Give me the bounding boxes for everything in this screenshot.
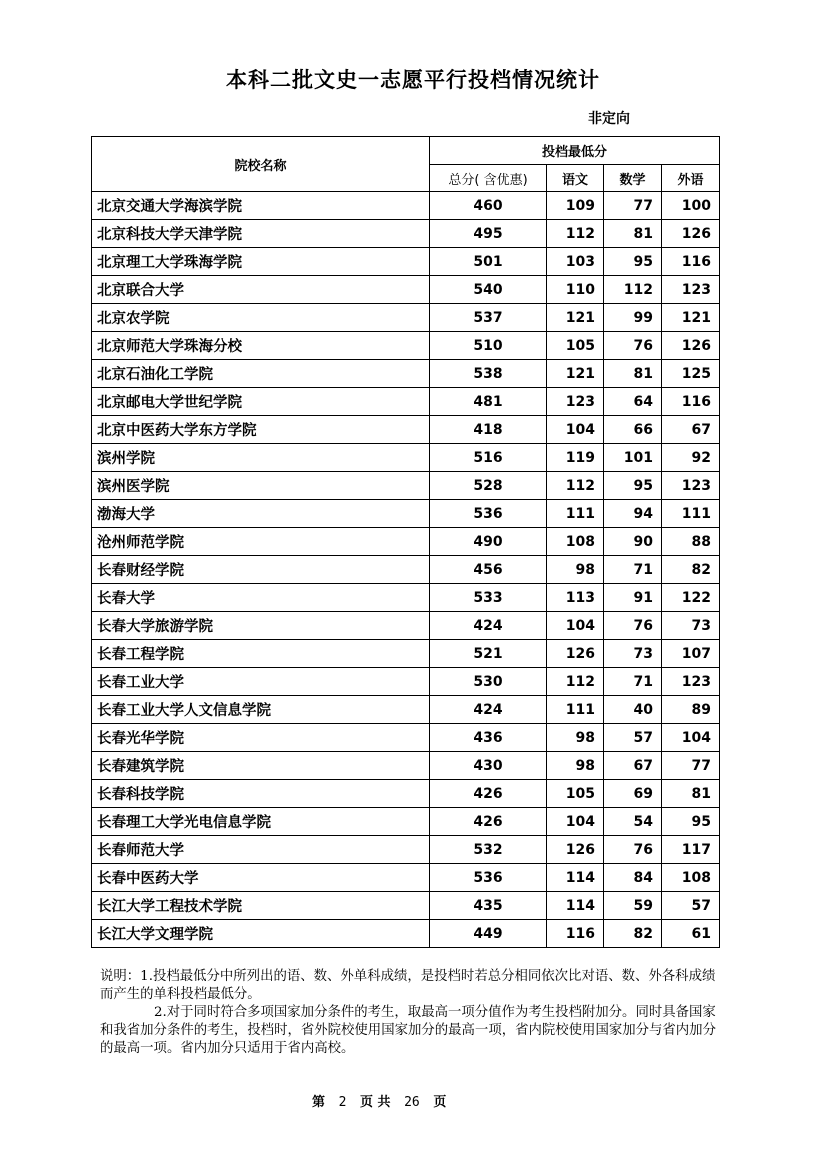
chinese-score-cell: 104 [547,416,604,444]
total-score-cell: 456 [430,556,547,584]
foreign-score-cell: 57 [662,892,720,920]
total-score-cell: 528 [430,472,547,500]
table-row [92,500,720,528]
category-label: 非定向 [588,111,630,127]
chinese-score-cell: 119 [547,444,604,472]
school-name-cell: 长春科技学院 [92,780,430,808]
chinese-score-cell: 104 [547,808,604,836]
table-row [92,752,720,780]
math-score-cell: 57 [604,724,662,752]
school-name-cell: 北京邮电大学世纪学院 [92,388,430,416]
table-row [92,416,720,444]
math-score-cell: 73 [604,640,662,668]
page-title: 本科二批文史一志愿平行投档情况统计 [226,68,600,92]
school-name-cell: 渤海大学 [92,500,430,528]
math-score-cell: 99 [604,304,662,332]
total-score-cell: 449 [430,920,547,948]
table-row [92,444,720,472]
header-foreign-language: 外语 [662,165,720,192]
footer-suffix: 页 [433,1095,447,1110]
school-name-cell: 长春建筑学院 [92,752,430,780]
chinese-score-cell: 110 [547,276,604,304]
chinese-score-cell: 121 [547,360,604,388]
chinese-score-cell: 104 [547,612,604,640]
table-row [92,780,720,808]
total-score-cell: 530 [430,668,547,696]
school-name-cell: 北京师范大学珠海分校 [92,332,430,360]
chinese-score-cell: 109 [547,192,604,220]
chinese-score-cell: 116 [547,920,604,948]
foreign-score-cell: 111 [662,500,720,528]
table-row [92,192,720,220]
math-score-cell: 81 [604,220,662,248]
math-score-cell: 81 [604,360,662,388]
school-name-cell: 北京科技大学天津学院 [92,220,430,248]
foreign-score-cell: 123 [662,668,720,696]
total-score-cell: 435 [430,892,547,920]
table-row [92,472,720,500]
total-score-cell: 481 [430,388,547,416]
table-row [92,220,720,248]
total-score-cell: 424 [430,696,547,724]
chinese-score-cell: 108 [547,528,604,556]
foreign-score-cell: 88 [662,528,720,556]
chinese-score-cell: 123 [547,388,604,416]
math-score-cell: 101 [604,444,662,472]
chinese-score-cell: 114 [547,864,604,892]
footer-page-number: 2 [338,1095,347,1110]
school-name-cell: 北京中医药大学东方学院 [92,416,430,444]
total-score-cell: 521 [430,640,547,668]
math-score-cell: 95 [604,472,662,500]
header-total-score: 总分( 含优惠) [430,165,547,192]
chinese-score-cell: 112 [547,220,604,248]
note-1: 说明：1.投档最低分中所列出的语、数、外单科成绩，是投档时若总分相同依次比对语、数、外各科成绩而产生的单科投档最低分。 [100,969,716,1002]
total-score-cell: 538 [430,360,547,388]
total-score-cell: 536 [430,864,547,892]
school-name-cell: 长江大学工程技术学院 [92,892,430,920]
foreign-score-cell: 126 [662,332,720,360]
school-name-cell: 长春工业大学 [92,668,430,696]
foreign-score-cell: 121 [662,304,720,332]
total-score-cell: 426 [430,780,547,808]
foreign-score-cell: 123 [662,472,720,500]
total-score-cell: 495 [430,220,547,248]
chinese-score-cell: 114 [547,892,604,920]
math-score-cell: 40 [604,696,662,724]
school-name-cell: 沧州师范学院 [92,528,430,556]
total-score-cell: 533 [430,584,547,612]
foreign-score-cell: 95 [662,808,720,836]
foreign-score-cell: 81 [662,780,720,808]
total-score-cell: 536 [430,500,547,528]
foreign-score-cell: 116 [662,388,720,416]
total-score-cell: 426 [430,808,547,836]
school-name-cell: 北京理工大学珠海学院 [92,248,430,276]
math-score-cell: 91 [604,584,662,612]
math-score-cell: 67 [604,752,662,780]
school-name-cell: 长春大学 [92,584,430,612]
table-row [92,360,720,388]
page-footer [312,1091,446,1110]
chinese-score-cell: 98 [547,724,604,752]
foreign-score-cell: 73 [662,612,720,640]
school-name-cell: 长春理工大学光电信息学院 [92,808,430,836]
header-min-score-group: 投档最低分 [430,137,720,165]
math-score-cell: 76 [604,836,662,864]
school-name-cell: 长春中医药大学 [92,864,430,892]
school-name-cell: 北京石油化工学院 [92,360,430,388]
chinese-score-cell: 98 [547,752,604,780]
chinese-score-cell: 111 [547,696,604,724]
foreign-score-cell: 116 [662,248,720,276]
table-body [92,192,720,948]
math-score-cell: 71 [604,668,662,696]
foreign-score-cell: 108 [662,864,720,892]
foreign-score-cell: 77 [662,752,720,780]
table-row [92,556,720,584]
school-name-cell: 长春财经学院 [92,556,430,584]
school-name-cell: 长春工程学院 [92,640,430,668]
math-score-cell: 76 [604,332,662,360]
foreign-score-cell: 67 [662,416,720,444]
total-score-cell: 540 [430,276,547,304]
math-score-cell: 69 [604,780,662,808]
table-row [92,724,720,752]
school-name-cell: 长江大学文理学院 [92,920,430,948]
foreign-score-cell: 104 [662,724,720,752]
table-row [92,808,720,836]
total-score-cell: 501 [430,248,547,276]
foreign-score-cell: 126 [662,220,720,248]
total-score-cell: 510 [430,332,547,360]
footer-total-pages: 26 [404,1095,420,1110]
chinese-score-cell: 103 [547,248,604,276]
school-name-cell: 长春光华学院 [92,724,430,752]
total-score-cell: 436 [430,724,547,752]
header-math: 数学 [604,165,662,192]
table-row [92,248,720,276]
school-name-cell: 长春大学旅游学院 [92,612,430,640]
chinese-score-cell: 126 [547,836,604,864]
school-name-cell: 北京联合大学 [92,276,430,304]
total-score-cell: 532 [430,836,547,864]
math-score-cell: 77 [604,192,662,220]
foreign-score-cell: 61 [662,920,720,948]
table-row [92,528,720,556]
math-score-cell: 82 [604,920,662,948]
math-score-cell: 90 [604,528,662,556]
foreign-score-cell: 82 [662,556,720,584]
math-score-cell: 84 [604,864,662,892]
school-name-cell: 滨州医学院 [92,472,430,500]
chinese-score-cell: 121 [547,304,604,332]
chinese-score-cell: 98 [547,556,604,584]
math-score-cell: 59 [604,892,662,920]
header-school-name: 院校名称 [92,137,430,192]
table-row [92,612,720,640]
total-score-cell: 537 [430,304,547,332]
table-row [92,640,720,668]
chinese-score-cell: 113 [547,584,604,612]
total-score-cell: 490 [430,528,547,556]
total-score-cell: 460 [430,192,547,220]
chinese-score-cell: 112 [547,472,604,500]
table-row [92,304,720,332]
foreign-score-cell: 107 [662,640,720,668]
foreign-score-cell: 92 [662,444,720,472]
table-row [92,864,720,892]
foreign-score-cell: 100 [662,192,720,220]
school-name-cell: 滨州学院 [92,444,430,472]
table-row [92,920,720,948]
total-score-cell: 430 [430,752,547,780]
chinese-score-cell: 105 [547,780,604,808]
foreign-score-cell: 117 [662,836,720,864]
school-name-cell: 长春工业大学人文信息学院 [92,696,430,724]
math-score-cell: 71 [604,556,662,584]
notes [100,968,728,1058]
school-name-cell: 北京农学院 [92,304,430,332]
table-row [92,276,720,304]
math-score-cell: 76 [604,612,662,640]
footer-prefix: 第 [312,1095,326,1110]
table-row [92,388,720,416]
math-score-cell: 66 [604,416,662,444]
footer-middle: 页 共 [360,1095,391,1110]
math-score-cell: 64 [604,388,662,416]
foreign-score-cell: 123 [662,276,720,304]
math-score-cell: 95 [604,248,662,276]
chinese-score-cell: 111 [547,500,604,528]
chinese-score-cell: 112 [547,668,604,696]
total-score-cell: 516 [430,444,547,472]
chinese-score-cell: 126 [547,640,604,668]
header-chinese: 语文 [547,165,604,192]
total-score-cell: 424 [430,612,547,640]
table-row [92,668,720,696]
math-score-cell: 94 [604,500,662,528]
note-2: 2.对于同时符合多项国家加分条件的考生，取最高一项分值作为考生投档附加分。同时具备国家和我省加分条件的考生，投档时，省外院校使用国家加分的最高一项，省内院校使用国家加分与省内加分的最高一项。省内加分只适用于省内高校。 [100,1005,716,1056]
math-score-cell: 54 [604,808,662,836]
table-row [92,332,720,360]
table-row [92,696,720,724]
chinese-score-cell: 105 [547,332,604,360]
table-row [92,584,720,612]
school-name-cell: 北京交通大学海滨学院 [92,192,430,220]
math-score-cell: 112 [604,276,662,304]
admission-score-table [91,136,720,948]
foreign-score-cell: 122 [662,584,720,612]
total-score-cell: 418 [430,416,547,444]
foreign-score-cell: 125 [662,360,720,388]
table-row [92,892,720,920]
foreign-score-cell: 89 [662,696,720,724]
table-row [92,836,720,864]
school-name-cell: 长春师范大学 [92,836,430,864]
